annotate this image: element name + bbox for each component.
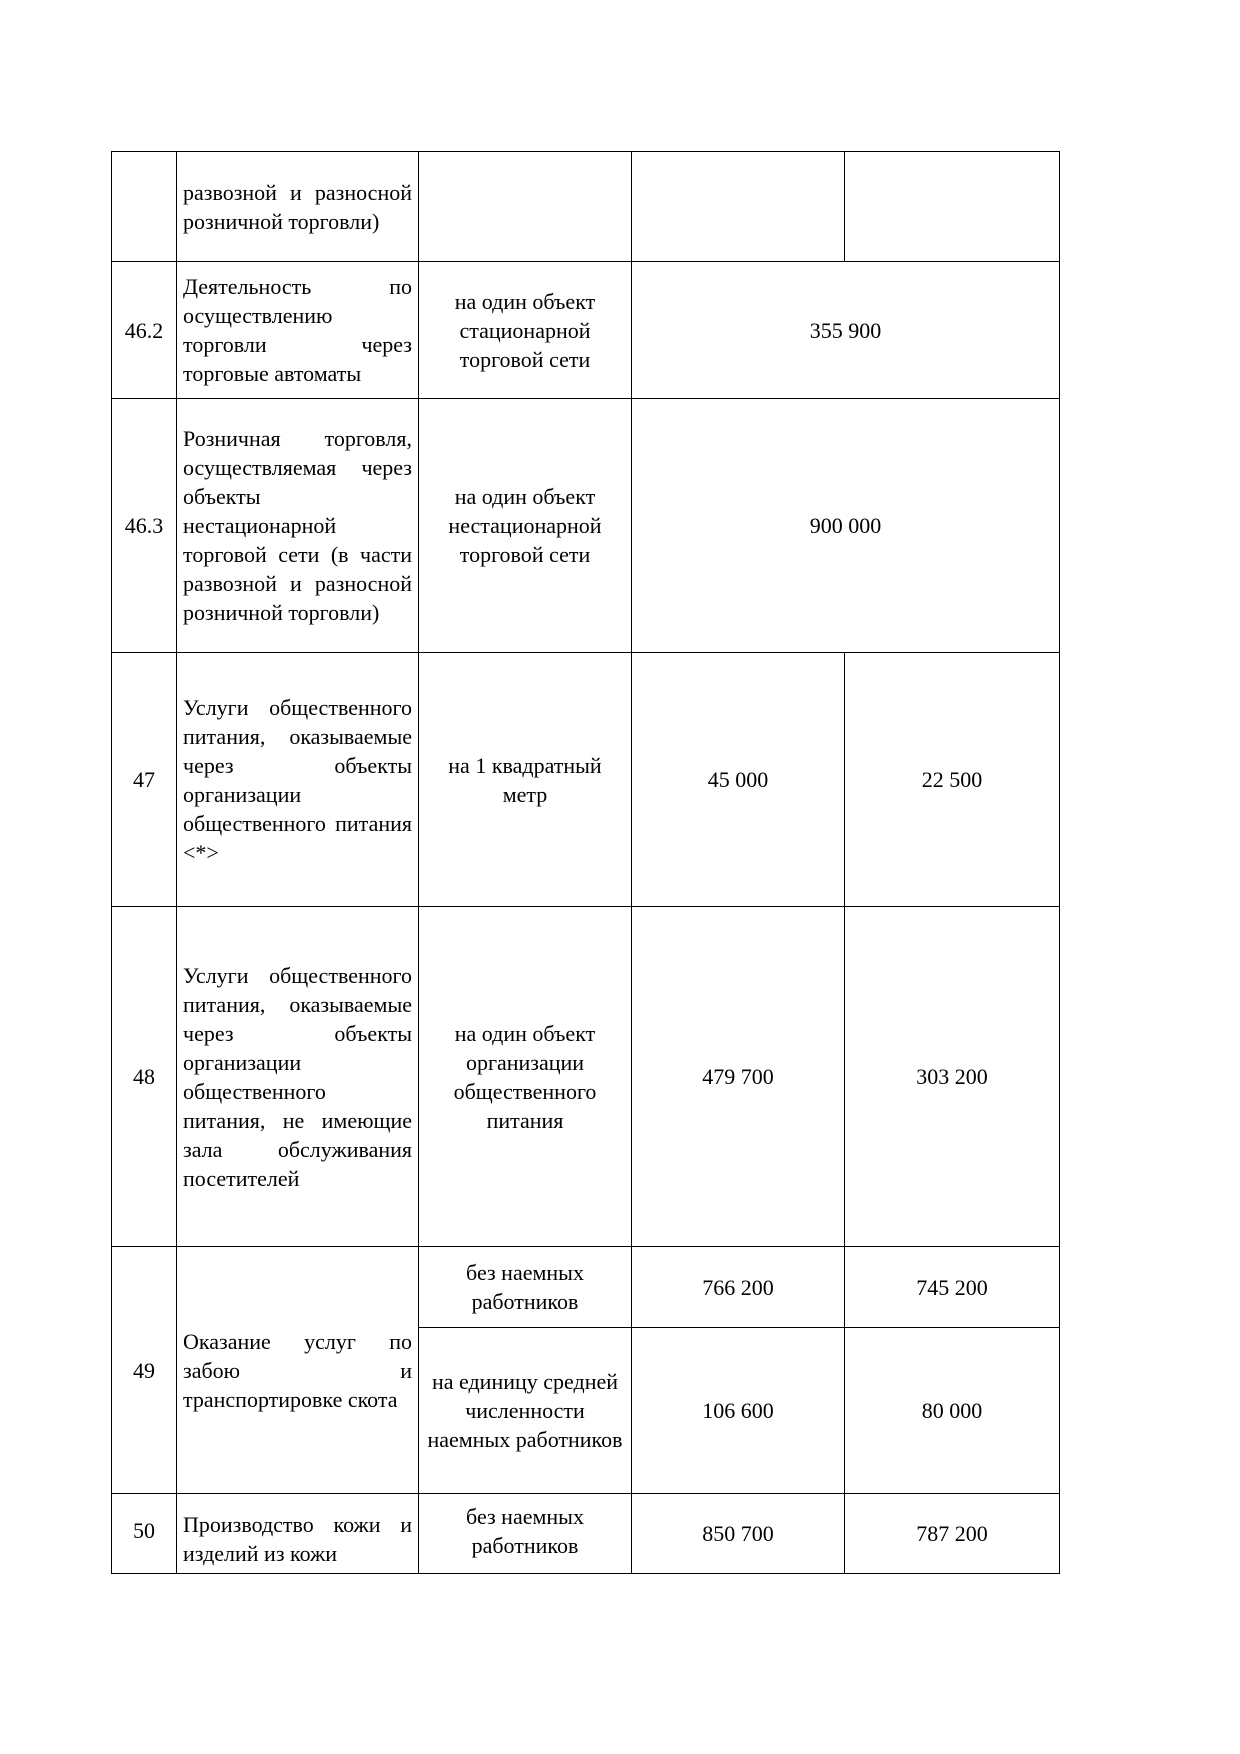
row-number: 50 <box>112 1494 177 1574</box>
unit-cell: на один объект стационарной торговой сети <box>419 262 632 399</box>
unit-cell: без наемных работников <box>419 1494 632 1574</box>
activity-name: Производство кожи и изделий из кожи <box>177 1494 419 1574</box>
table-row <box>112 1494 1060 1574</box>
row-number: 48 <box>112 907 177 1247</box>
value-cell: 80 000 <box>845 1328 1060 1494</box>
row-number: 47 <box>112 653 177 907</box>
value-cell: 355 900 <box>632 262 1060 399</box>
activity-name: Розничная торговля, осуществляемая через объекты нестационарной торговой сети (в части развозной и разносной розничной торговли) <box>177 399 419 653</box>
table-row <box>112 907 1060 1247</box>
value-cell: 900 000 <box>632 399 1060 653</box>
unit-cell: без наемных работников <box>419 1247 632 1328</box>
tariff-table <box>111 151 1060 1574</box>
row-number: 46.3 <box>112 399 177 653</box>
activity-name: Оказание услуг по забою и транспортировке скота <box>177 1247 419 1494</box>
table-row <box>112 262 1060 399</box>
activity-name: Услуги общественного питания, оказываемые через объекты организации общественного питания <*> <box>177 653 419 907</box>
unit-cell: на 1 квадратный метр <box>419 653 632 907</box>
row-number: 46.2 <box>112 262 177 399</box>
table-row <box>112 653 1060 907</box>
value-cell: 766 200 <box>632 1247 845 1328</box>
table-row <box>112 152 1060 262</box>
table-row <box>112 1247 1060 1328</box>
value-cell: 850 700 <box>632 1494 845 1574</box>
unit-cell: на один объект организации общественного питания <box>419 907 632 1247</box>
value-cell: 106 600 <box>632 1328 845 1494</box>
table-row <box>112 399 1060 653</box>
unit-cell: на единицу средней численности наемных работников <box>419 1328 632 1494</box>
unit-cell: на один объект нестационарной торговой сети <box>419 399 632 653</box>
value-cell: 22 500 <box>845 653 1060 907</box>
value-cell <box>632 152 845 262</box>
value-cell <box>845 152 1060 262</box>
value-cell: 303 200 <box>845 907 1060 1247</box>
unit-cell <box>419 152 632 262</box>
value-cell: 745 200 <box>845 1247 1060 1328</box>
activity-name: Деятельность по осуществлению торговли через торговые автоматы <box>177 262 419 399</box>
value-cell: 787 200 <box>845 1494 1060 1574</box>
activity-name: развозной и разносной розничной торговли) <box>177 152 419 262</box>
value-cell: 479 700 <box>632 907 845 1247</box>
row-number <box>112 152 177 262</box>
row-number: 49 <box>112 1247 177 1494</box>
value-cell: 45 000 <box>632 653 845 907</box>
activity-name: Услуги общественного питания, оказываемые через объекты организации общественного питания, не имеющие зала обслуживания посетителей <box>177 907 419 1247</box>
